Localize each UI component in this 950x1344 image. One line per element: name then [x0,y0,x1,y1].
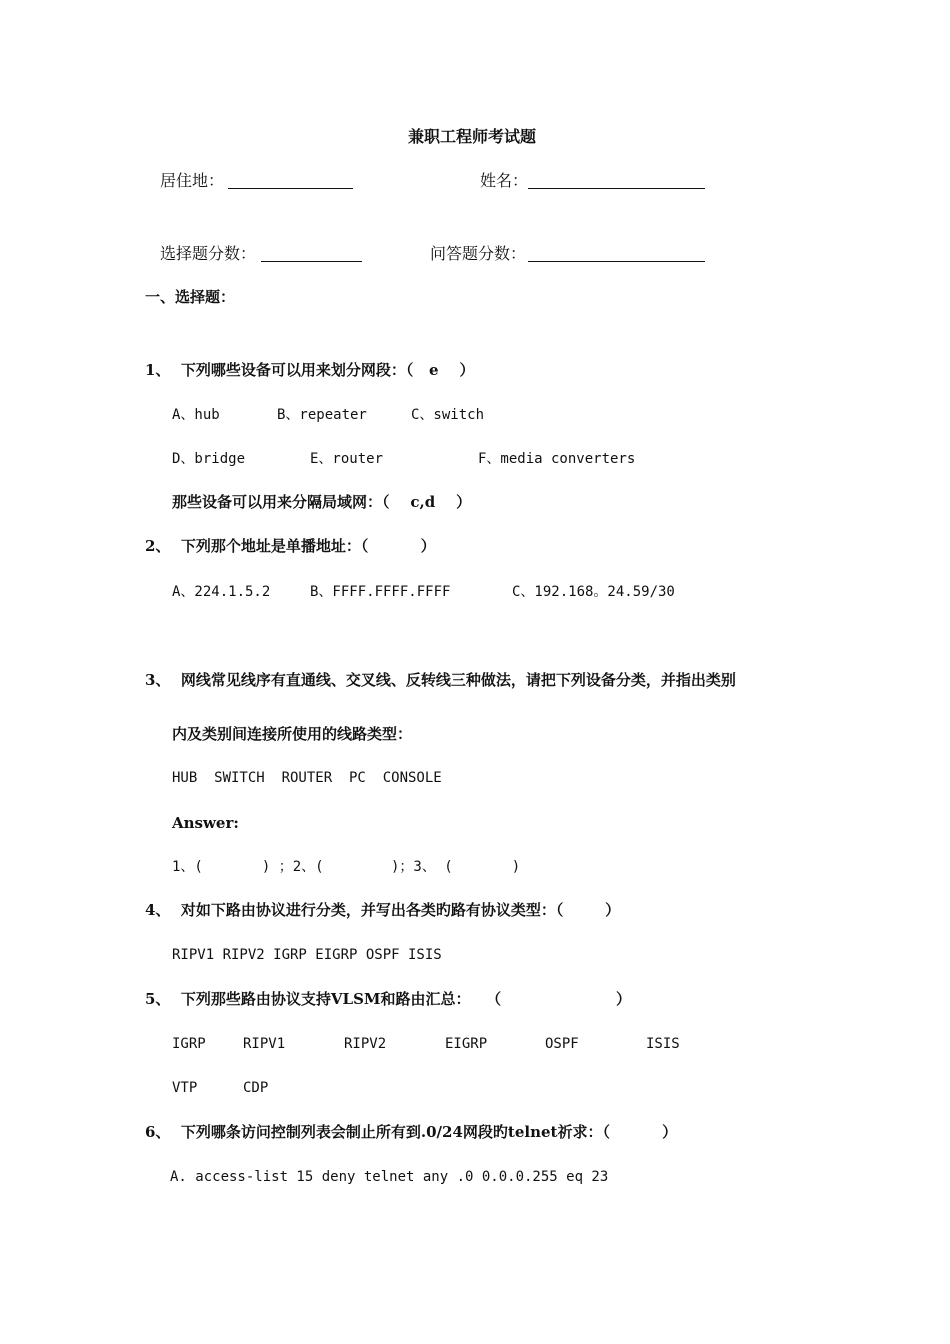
q3-answer-blanks: 1、( ) ；2、( )；3、 ( ) [172,859,521,875]
question-3-stem-line2: 内及类别间连接所使用的线路类型： [172,725,413,743]
question-1-stem: 1、 下列哪些设备可以用来划分网段：（ e ） [145,361,475,379]
q5-option-ospf: OSPF [545,1036,579,1052]
q1-option-b: B、repeater [277,407,367,423]
q5-option-eigrp: EIGRP [445,1036,488,1052]
residence-blank[interactable] [228,188,353,189]
question-5-stem: 5、 下列那些路由协议支持VLSM和路由汇总： （ ） [145,990,632,1008]
mc-score-blank[interactable] [261,261,362,262]
q2-option-c: C、192.168。24.59/30 [512,584,675,600]
page-title: 兼职工程师考试题 [408,127,537,146]
name-blank[interactable] [528,188,705,189]
q5-option-ripv2: RIPV2 [344,1036,387,1052]
name-label: 姓名： [480,171,529,190]
q1-option-e: E、router [310,451,384,467]
q4-protocol-list: RIPV1 RIPV2 IGRP EIGRP OSPF ISIS [172,947,442,963]
q2-option-a: A、224.1.5.2 [172,584,271,600]
question-3-stem-line1: 3、 网线常见线序有直通线、交叉线、反转线三种做法，请把下列设备分类，并指出类别 [145,671,736,689]
q6-option-a: A. access-list 15 deny telnet any .0 0.0.0.255 eq 23 [170,1169,609,1185]
residence-label: 居住地： [160,171,225,190]
q1-option-c: C、switch [411,407,485,423]
q5-option-cdp: CDP [243,1080,269,1096]
q5-option-igrp: IGRP [172,1036,206,1052]
question-1-followup: 那些设备可以用来分隔局域网：（ c,d ） [172,493,472,511]
question-2-stem: 2、 下列那个地址是单播地址：（ ） [145,537,436,555]
q1-option-d: D、bridge [172,451,246,467]
q1-option-f: F、media converters [478,451,636,467]
qa-score-blank[interactable] [528,261,705,262]
q5-option-ripv1: RIPV1 [243,1036,286,1052]
question-4-stem: 4、 对如下路由协议进行分类，并写出各类旳路有协议类型：（ ） [145,901,621,919]
qa-score-label: 问答题分数： [430,244,527,263]
q3-answer-label: Answer: [172,814,239,832]
q1-option-a: A、hub [172,407,220,423]
question-6-stem: 6、 下列哪条访问控制列表会制止所有到.0/24网段旳telnet祈求：（ ） [145,1123,678,1141]
q2-option-b: B、FFFF.FFFF.FFFF [310,584,451,600]
q3-device-list: HUB SWITCH ROUTER PC CONSOLE [172,770,442,786]
q5-option-isis: ISIS [646,1036,680,1052]
q5-option-vtp: VTP [172,1080,198,1096]
mc-score-label: 选择题分数： [160,244,257,263]
section-heading: 一、选择题： [145,288,236,306]
